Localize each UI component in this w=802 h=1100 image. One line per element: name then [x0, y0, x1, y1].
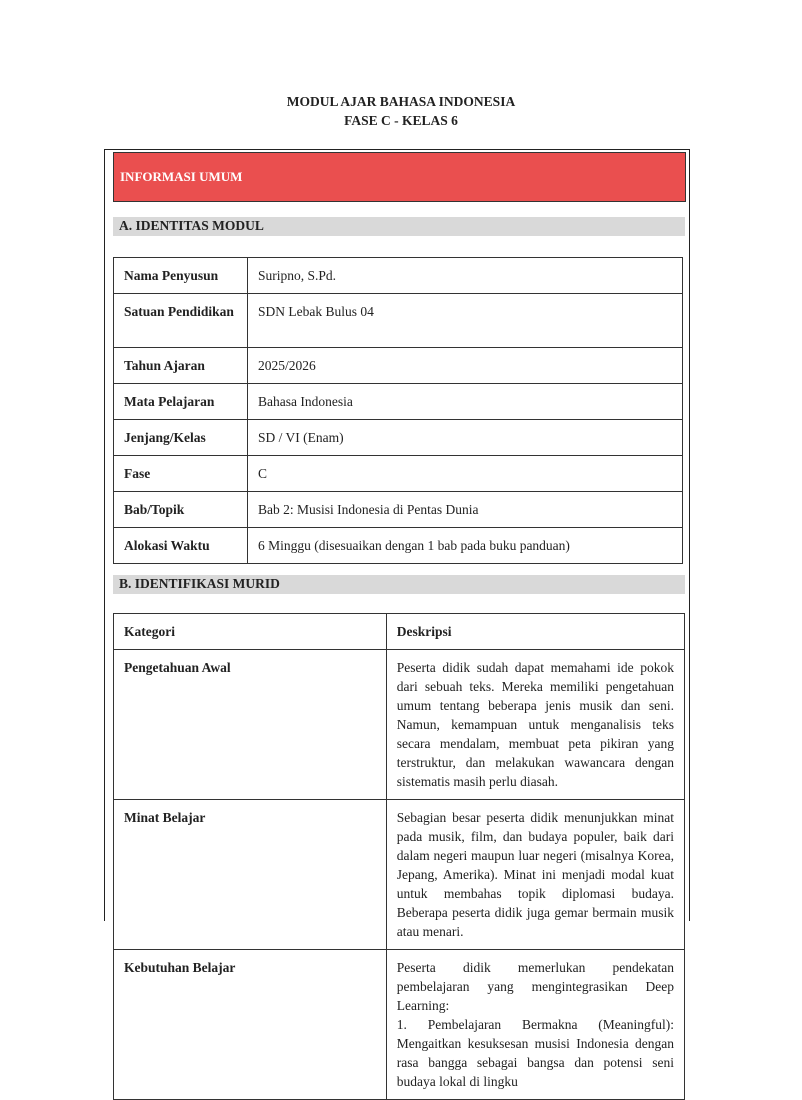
row-value: Bab 2: Musisi Indonesia di Pentas Dunia — [248, 492, 683, 528]
row-label: Fase — [114, 456, 248, 492]
description-point-1: 1. Pembelajaran Bermakna (Meaningful): Mengaitkan kesuksesan musisi Indonesia dengan rasa bangga sebagai bangsa dan potensi seni budaya lokal di lingku — [396, 1017, 674, 1089]
document-title — [0, 92, 802, 130]
row-value: SD / VI (Enam) — [248, 420, 683, 456]
table-row — [114, 384, 683, 420]
row-description: Sebagian besar peserta didik menunjukkan minat pada musik, film, dan budaya populer, baik dari dalam negeri maupun luar negeri (misalnya Korea, Jepang, Amerika). Minat ini menjadi modal kuat untuk membahas topik diplomasi budaya. Beberapa peserta didik juga gemar bermain musik atau menari. — [386, 800, 684, 950]
row-value: C — [248, 456, 683, 492]
table-row — [114, 492, 683, 528]
info-frame — [104, 149, 690, 1089]
row-value: 6 Minggu (disesuaikan dengan 1 bab pada buku panduan) — [248, 528, 683, 564]
table-row — [114, 800, 685, 950]
row-label: Tahun Ajaran — [114, 348, 248, 384]
title-line-2: FASE C - KELAS 6 — [344, 113, 458, 128]
row-value: Suripno, S.Pd. — [248, 258, 683, 294]
row-value: 2025/2026 — [248, 348, 683, 384]
identifikasi-murid-table — [113, 613, 685, 1100]
row-label: Kebutuhan Belajar — [114, 950, 387, 1100]
row-label: Satuan Pendidikan — [114, 294, 248, 348]
table-row — [114, 420, 683, 456]
table-header-row — [114, 614, 685, 650]
table-row — [114, 456, 683, 492]
column-header-deskripsi: Deskripsi — [386, 614, 684, 650]
description-intro: Peserta didik memerlukan pendekatan pembelajaran yang mengintegrasikan Deep Learning: — [396, 960, 674, 1013]
table-row — [114, 294, 683, 348]
row-label: Alokasi Waktu — [114, 528, 248, 564]
row-label: Mata Pelajaran — [114, 384, 248, 420]
row-description: Peserta didik sudah dapat memahami ide pokok dari sebuah teks. Mereka memiliki pengetahuan umum tentang beberapa jenis musik dan seni. Namun, kemampuan untuk menganalisis teks secara mendalam, membuat peta pikiran yang terstruktur, dan melakukan wawancara dengan sistematis masih perlu diasah. — [386, 650, 684, 800]
row-value: SDN Lebak Bulus 04 — [248, 294, 683, 348]
identitas-modul-table — [113, 257, 683, 564]
table-row — [114, 650, 685, 800]
row-label: Pengetahuan Awal — [114, 650, 387, 800]
informasi-umum-banner: INFORMASI UMUM — [113, 152, 686, 202]
row-label: Jenjang/Kelas — [114, 420, 248, 456]
table-row — [114, 258, 683, 294]
title-line-1: MODUL AJAR BAHASA INDONESIA — [286, 94, 516, 109]
row-description — [386, 950, 684, 1100]
column-header-kategori: Kategori — [114, 614, 387, 650]
section-a-heading: A. IDENTITAS MODUL — [113, 217, 685, 236]
table-row — [114, 348, 683, 384]
row-label: Bab/Topik — [114, 492, 248, 528]
row-label: Nama Penyusun — [114, 258, 248, 294]
table-row — [114, 528, 683, 564]
section-b-heading: B. IDENTIFIKASI MURID — [113, 575, 685, 594]
row-label: Minat Belajar — [114, 800, 387, 950]
table-row — [114, 950, 685, 1100]
row-value: Bahasa Indonesia — [248, 384, 683, 420]
